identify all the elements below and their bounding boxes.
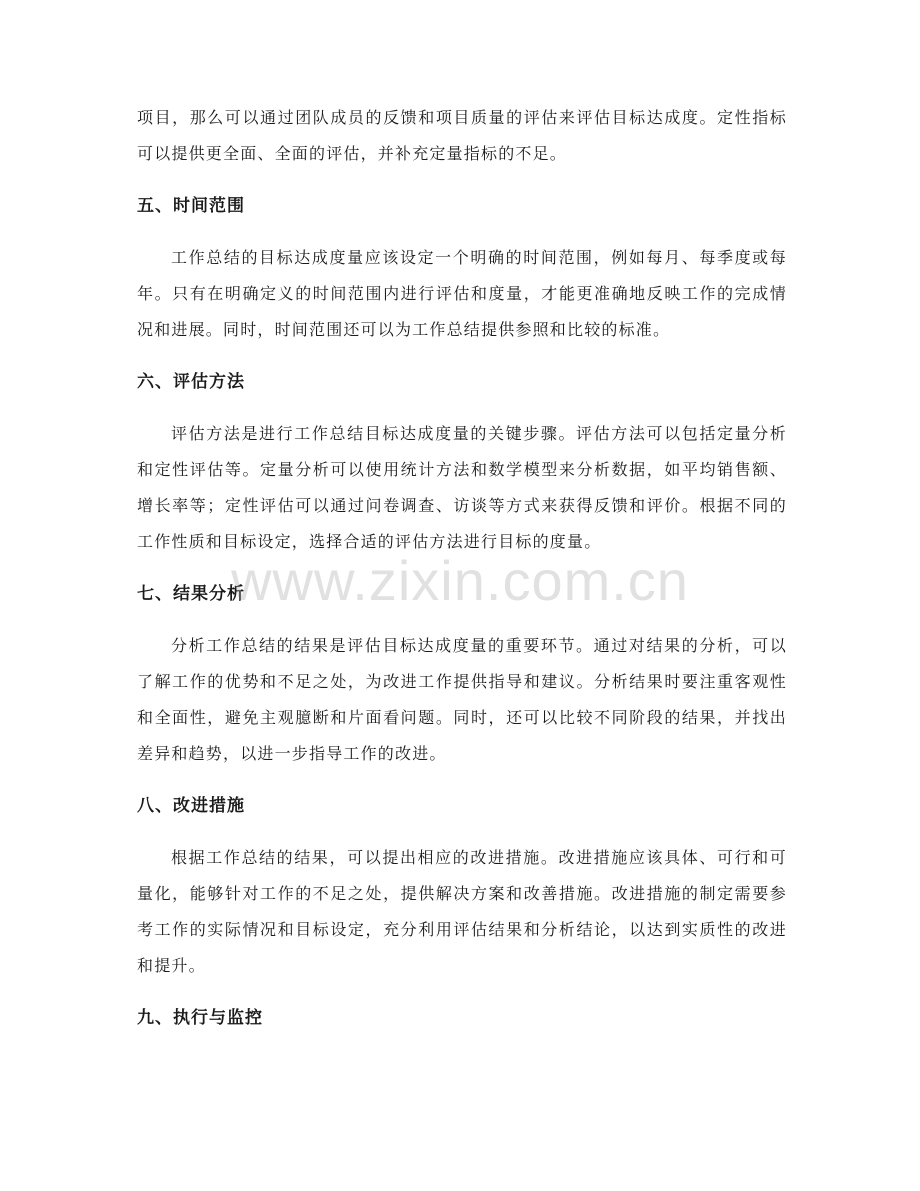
paragraph-section-7: 分析工作总结的结果是评估目标达成度量的重要环节。通过对结果的分析，可以了解工作的优势和不足之处，为改进工作提供指导和建议。分析结果时要注重客观性和全面性，避免主观臆断和片面看问题。同时，还可以比较不同阶段的结果，并找出差异和趋势，以进一步指导工作的改进。 (137, 636, 787, 763)
paragraph-section-6: 评估方法是进行工作总结目标达成度量的关键步骤。评估方法可以包括定量分析和定性评估等。定量分析可以使用统计方法和数学模型来分析数据，如平均销售额、增长率等；定性评估可以通过问卷调查、访谈等方式来获得反馈和评价。根据不同的工作性质和目标设定，选择合适的评估方法进行目标的度量。 (137, 424, 787, 551)
heading-section-5: 五、时间范围 (137, 196, 245, 216)
heading-section-7: 七、结果分析 (137, 584, 245, 604)
heading-section-6: 六、评估方法 (137, 372, 245, 392)
paragraph-intro-continuation: 项目，那么可以通过团队成员的反馈和项目质量的评估来评估目标达成度。定性指标可以提供更全面、全面的评估，并补充定量指标的不足。 (137, 108, 787, 163)
paragraph-section-5: 工作总结的目标达成度量应该设定一个明确的时间范围，例如每月、每季度或每年。只有在明确定义的时间范围内进行评估和度量，才能更准确地反映工作的完成情况和进展。同时，时间范围还可以为工作总结提供参照和比较的标准。 (137, 248, 787, 339)
heading-section-8: 八、改进措施 (137, 796, 245, 816)
heading-section-9: 九、执行与监控 (137, 1008, 263, 1028)
watermark: www.zixin.com.cn (231, 549, 689, 612)
paragraph-section-8: 根据工作总结的结果，可以提出相应的改进措施。改进措施应该具体、可行和可量化，能够针对工作的不足之处，提供解决方案和改善措施。改进措施的制定需要参考工作的实际情况和目标设定，充分利用评估结果和分析结论，以达到实质性的改进和提升。 (137, 848, 787, 975)
document-page (137, 100, 787, 1052)
